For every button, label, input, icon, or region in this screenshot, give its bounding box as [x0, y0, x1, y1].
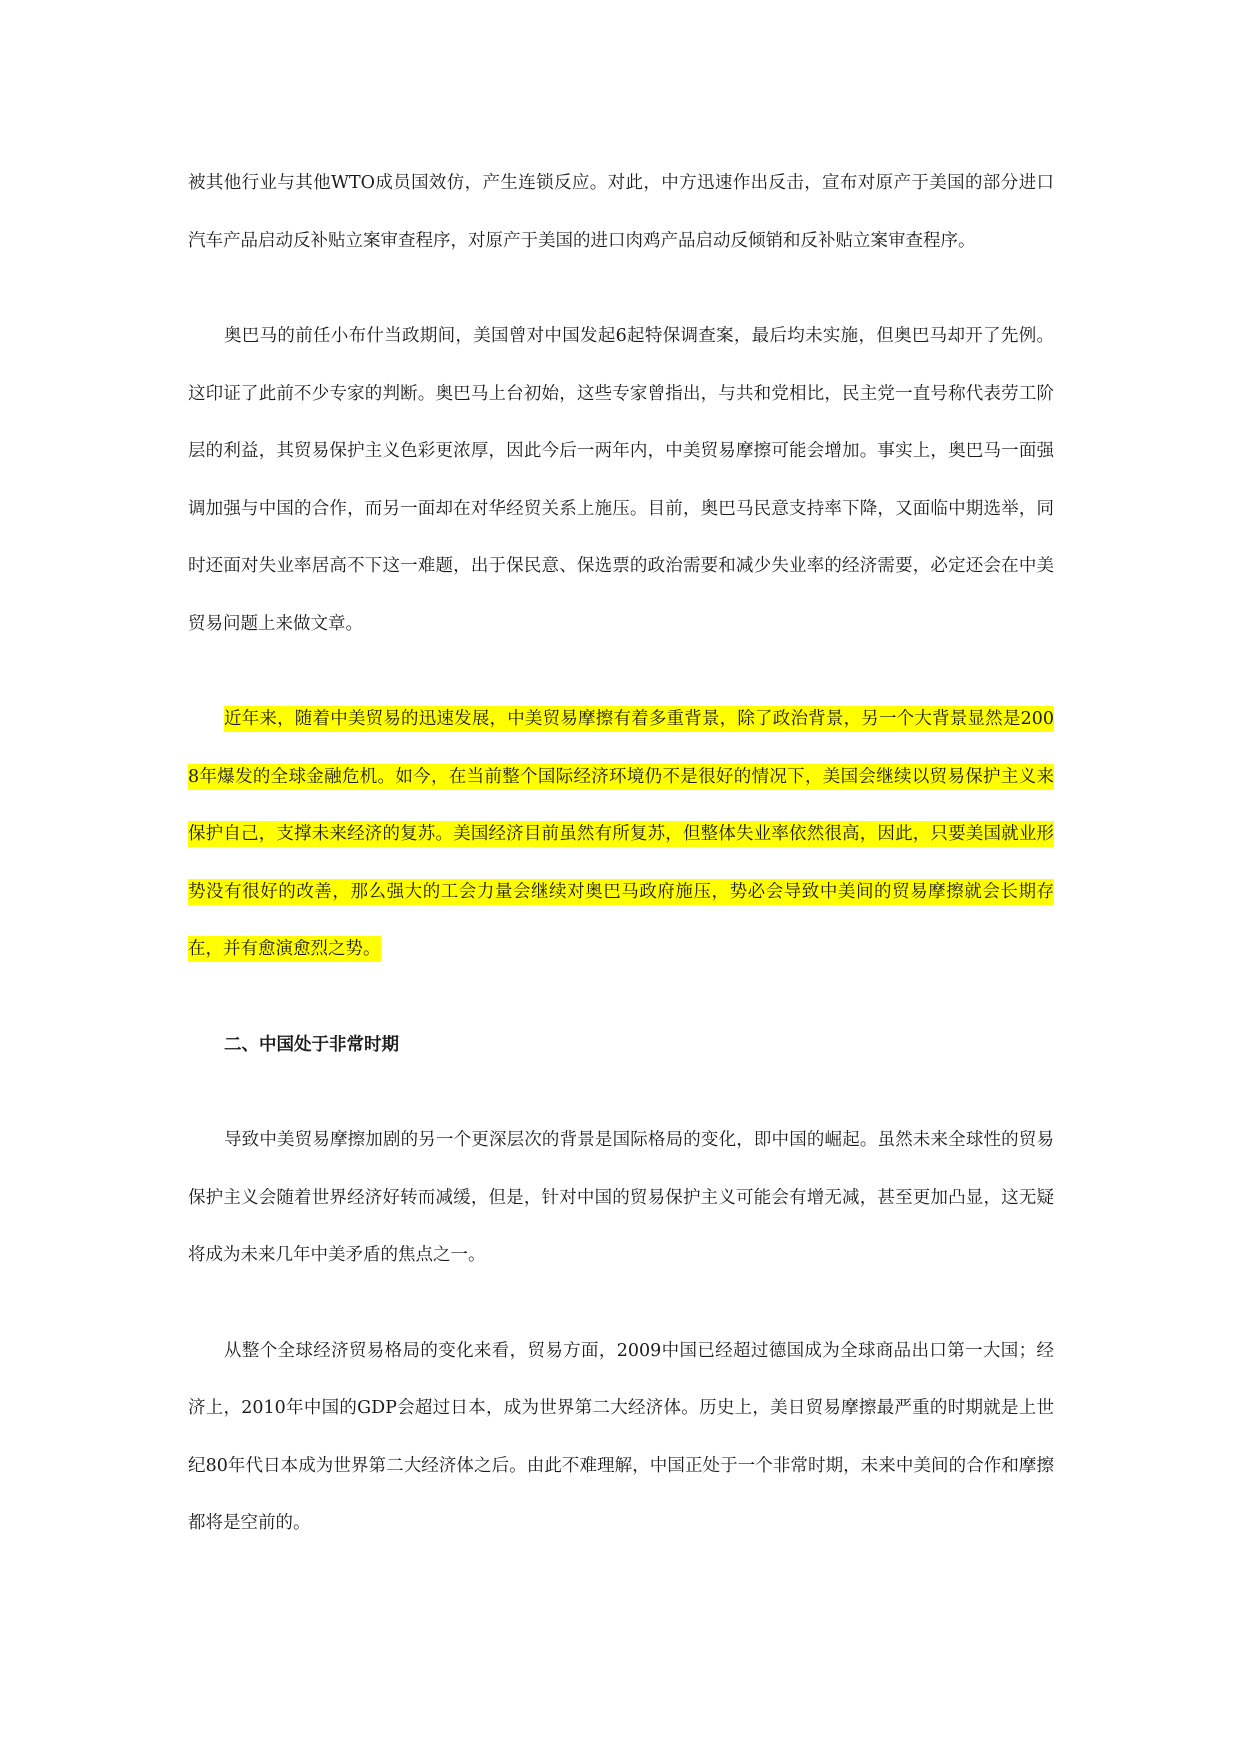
document-page — [188, 155, 1054, 1553]
paragraph-obama-predecessor: 奥巴马的前任小布什当政期间，美国曾对中国发起6起特保调查案，最后均未实施，但奥巴马却开了先例。这印证了此前不少专家的判断。奥巴马上台初始，这些专家曾指出，与共和党相比，民主党一直号称代表劳工阶层的利益，其贸易保护主义色彩更浓厚，因此今后一两年内，中美贸易摩擦可能会增加。事实上，奥巴马一面强调加强与中国的合作，而另一面却在对华经贸关系上施压。目前，奥巴马民意支持率下降，又面临中期选举，同时还面对失业率居高不下这一难题，出于保民意、保选票的政治需要和减少失业率的经济需要，必定还会在中美贸易问题上来做文章。 — [188, 326, 1054, 634]
section-heading: 二、中国处于非常时期 — [224, 1034, 399, 1055]
paragraph-global-trade-pattern: 从整个全球经济贸易格局的变化来看，贸易方面，2009中国已经超过德国成为全球商品出口第一大国；经济上，2010年中国的GDP会超过日本，成为世界第二大经济体。历史上，美日贸易摩擦最严重的时期就是上世纪80年代日本成为世界第二大经济体之后。由此不难理解，中国正处于一个非常时期，未来中美间的合作和摩擦都将是空前的。 — [188, 1340, 1054, 1533]
paragraph-continuation: 被其他行业与其他WTO成员国效仿，产生连锁反应。对此，中方迅速作出反击，宣布对原产于美国的部分进口汽车产品启动反补贴立案审查程序，对原产于美国的进口肉鸡产品启动反倾销和反补贴立案审查程序。 — [188, 173, 1054, 251]
paragraph-china-rise: 导致中美贸易摩擦加剧的另一个更深层次的背景是国际格局的变化，即中国的崛起。虽然未来全球性的贸易保护主义会随着世界经济好转而减缓，但是，针对中国的贸易保护主义可能会有增无减，甚至更加凸显，这无疑将成为未来几年中美矛盾的焦点之一。 — [188, 1130, 1054, 1265]
highlighted-text: 近年来，随着中美贸易的迅速发展，中美贸易摩擦有着多重背景，除了政治背景，另一个大背景显然是2008年爆发的全球金融危机。如今，在当前整个国际经济环境仍不是很好的情况下，美国会继续以贸易保护主义来保护自己，支撑未来经济的复苏。美国经济目前虽然有所复苏，但整体失业率依然很高，因此，只要美国就业形势没有很好的改善，那么强大的工会力量会继续对奥巴马政府施压，势必会导致中美间的贸易摩擦就会长期存在，并有愈演愈烈之势。 — [188, 706, 1054, 962]
paragraph-highlighted-background — [188, 691, 1054, 979]
